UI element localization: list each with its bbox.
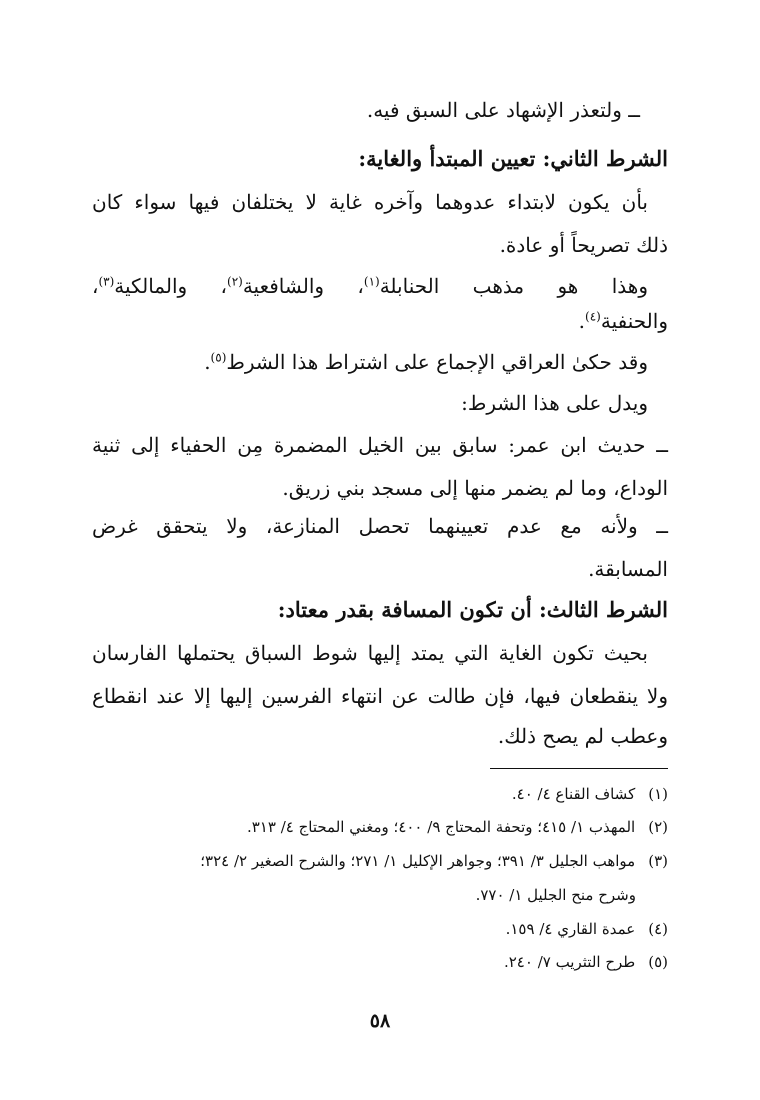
footnote-ref-5: (٥) <box>210 350 227 365</box>
paragraph-2-line-2: ذلك تصريحاً أو عادة. <box>499 233 668 257</box>
section-heading-condition-2: الشرط الثاني: تعيين المبتدأ والغاية: <box>358 146 668 171</box>
footnote-ref-4: (٤) <box>585 309 601 324</box>
footnote-3-line-1: (٣) مواهب الجليل ٣/ ٣٩١؛ وجواهر الإكليل ١/ ٢٧١؛ والشرح الصغير ٢/ ٣٢٤؛ <box>200 852 668 870</box>
paragraph-8-line-2: ولا ينقطعان فيها، فإن طالت عن انتهاء الفرسين إليها إلا عند انقطاع <box>92 684 668 708</box>
paragraph-7-line-1: ــ ولأنه مع عدم تعيينهما تحصل المنازعة، ولا يتحقق غرض <box>92 514 668 538</box>
footnote-ref-1: (١) <box>363 274 380 289</box>
footnote-ref-2: (٢) <box>227 274 243 289</box>
footnote-ref-3: (٣) <box>98 274 115 289</box>
footnote-5: (٥) طرح التثريب ٧/ ٢٤٠. <box>503 953 668 971</box>
footnote-2: (٢) المهذب ١/ ٤١٥؛ وتحفة المحتاج ٩/ ٤٠٠؛ ومغني المحتاج ٤/ ٣١٣. <box>246 818 668 836</box>
paragraph-5: ويدل على هذا الشرط: <box>461 391 648 415</box>
paragraph-4: وقد حكىٰ العراقي الإجماع على اشتراط هذا الشرط$^{(٥)}$. <box>204 350 648 374</box>
page-number: ٥٨ <box>369 1010 391 1032</box>
footnote-3-line-2: وشرح منح الجليل ١/ ٧٧٠. <box>475 886 636 904</box>
bullet-line-1: ــ ولتعذر الإشهاد على السبق فيه. <box>366 98 640 122</box>
section-heading-condition-3: الشرط الثالث: أن تكون المسافة بقدر معتاد: <box>277 597 668 622</box>
footnote-4: (٤) عمدة القاري ٤/ ١٥٩. <box>505 920 668 938</box>
paragraph-8-line-3: وعطب لم يصح ذلك. <box>497 724 668 748</box>
paragraph-2-line-1: بأن يكون لابتداء عدوهما وآخره غاية لا يختلفان فيها سواء كان <box>92 190 648 214</box>
footnote-separator <box>490 768 668 769</box>
paragraph-6-line-2: الوداع، وما لم يضمر منها إلى مسجد بني زريق. <box>282 476 668 500</box>
footnote-1: (١) كشاف القناع ٤/ ٤٠. <box>511 785 668 803</box>
paragraph-3-line-1: وهذا هو مذهب الحنابلة$^{(١)}$، والشافعية$^{(٢)}$، والمالكية$^{(٣)}$، <box>92 274 648 298</box>
paragraph-3-line-2: والحنفية$^{(٤)}$. <box>578 309 668 333</box>
paragraph-7-line-2: المسابقة. <box>588 557 668 581</box>
paragraph-6-line-1: ــ حديث ابن عمر: سابق بين الخيل المضمرة مِن الحفياء إلى ثنية <box>92 433 668 457</box>
paragraph-8-line-1: بحيث تكون الغاية التي يمتد إليها شوط السباق يحتملها الفارسان <box>92 641 648 665</box>
